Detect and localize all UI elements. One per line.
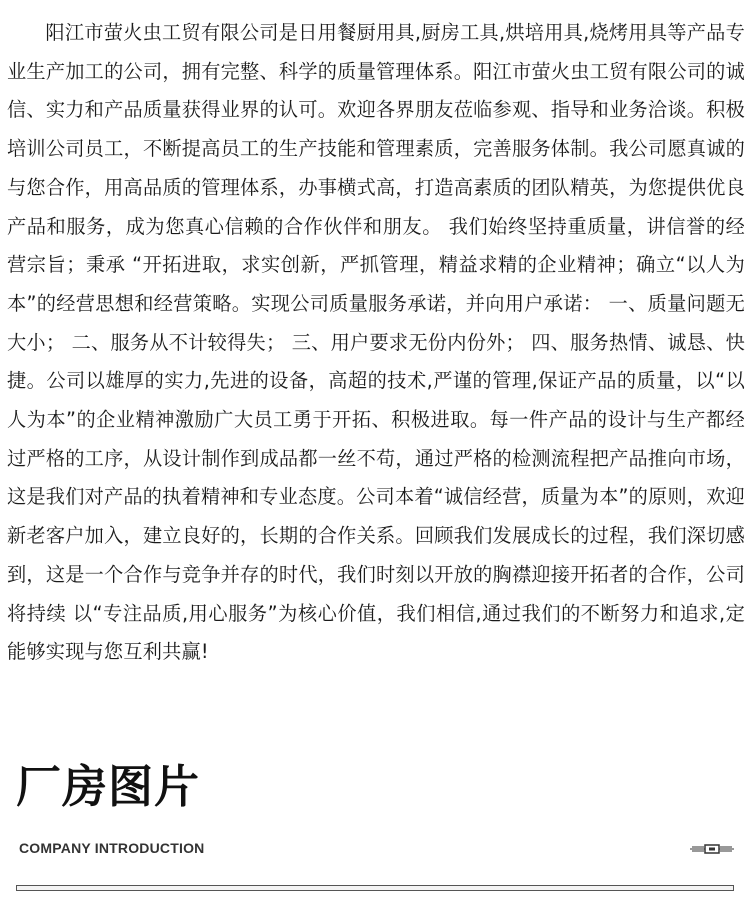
- ornament-icon: [690, 842, 734, 856]
- section-subtitle: COMPANY INTRODUCTION: [19, 840, 205, 856]
- section-title: 厂房图片: [16, 760, 201, 813]
- company-intro-paragraph: 阳江市萤火虫工贸有限公司是日用餐厨用具,厨房工具,烘培用具,烧烤用具等产品专业生产加工的公司，拥有完整、科学的质量管理体系。阳江市萤火虫工贸有限公司的诚信、实力和产品质量获得业界的认可。欢迎各界朋友莅临参观、指导和业务洽谈。积极培训公司员工，不断提高员工的生产技能和管理素质，完善服务体制。我公司愿真诚的与您合作，用高品质的管理体系，办事横式高，打造高素质的团队精英，为您提供优良产品和服务，成为您真心信赖的合作伙伴和朋友。 我们始终坚持重质量，讲信誉的经营宗旨；秉承 “开拓进取，求实创新，严抓管理，精益求精的企业精神；确立“以人为本”的经营思想和经营策略。实现公司质量服务承诺，并向用户承诺： 一、质量问题无大小； 二、服务从不计较得失； 三、用户要求无份内份外； 四、服务热情、诚恳、快捷。公司以雄厚的实力,先进的设备，高超的技术,严谨的管理,保证产品的质量，以“以人为本”的企业精神激励广大员工勇于开拓、积极进取。每一件产品的设计与生产都经过严格的工序，从设计制作到成品都一丝不苟，通过严格的检测流程把产品推向市场，这是我们对产品的执着精神和专业态度。公司本着“诚信经营，质量为本”的原则，欢迎新老客户加入，建立良好的，长期的合作关系。回顾我们发展成长的过程，我们深切感到，这是一个合作与竞争并存的时代，我们时刻以开放的胸襟迎接开拓者的合作，公司将持续 以“专注品质,用心服务”为核心价值，我们相信,通过我们的不断努力和追求,定能够实现与您互利共赢!: [7, 21, 745, 664]
- section-divider: [16, 885, 734, 891]
